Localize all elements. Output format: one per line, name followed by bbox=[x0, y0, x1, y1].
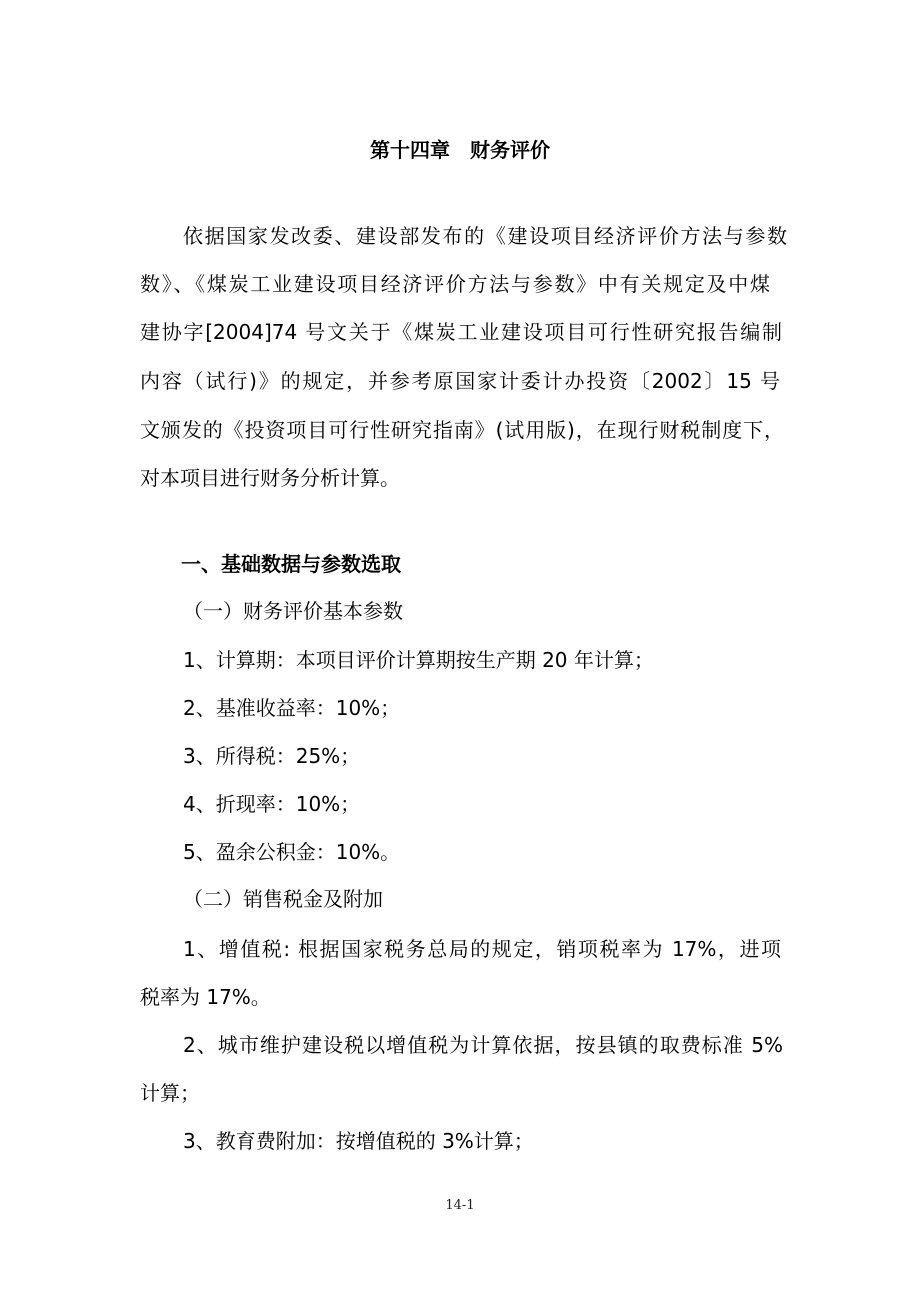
tax-item-1-line-1: 1、增值税: 根据国家税务总局的规定，销项税率为 17%，进项 bbox=[183, 937, 781, 961]
chapter-title: 第十四章 财务评价 bbox=[370, 138, 550, 162]
param-item-4: 4、折现率：10%； bbox=[183, 792, 361, 816]
tax-item-1-line-2: 税率为 17%。 bbox=[140, 985, 271, 1009]
param-item-2: 2、基准收益率：10%； bbox=[183, 696, 401, 720]
subsection-heading-2: （二）销售税金及附加 bbox=[183, 887, 383, 911]
intro-line-4: 内容（试行)》的规定，并参考原国家计委计办投资〔2002〕15 号 bbox=[140, 369, 780, 393]
param-item-1: 1、计算期：本项目评价计算期按生产期 20 年计算； bbox=[183, 648, 654, 672]
tax-item-2-line-1: 2、城市维护建设税以增值税为计算依据，按县镇的取费标准 5% bbox=[183, 1033, 783, 1057]
subsection-heading-1: （一）财务评价基本参数 bbox=[183, 599, 403, 623]
param-item-3: 3、所得税：25%； bbox=[183, 744, 361, 768]
intro-line-6: 对本项目进行财务分析计算。 bbox=[140, 466, 400, 490]
param-item-5: 5、盈余公积金：10%。 bbox=[183, 840, 401, 864]
tax-item-2-line-2: 计算； bbox=[140, 1081, 200, 1105]
intro-line-1: 依据国家发改委、建设部发布的《建设项目经济评价方法与参数 bbox=[183, 224, 787, 248]
intro-line-2: 数》、《煤炭工业建设项目经济评价方法与参数》中有关规定及中煤 bbox=[140, 272, 770, 296]
intro-line-3: 建协字[2004]74 号文关于《煤炭工业建设项目可行性研究报告编制 bbox=[140, 320, 782, 344]
intro-line-5: 文颁发的《投资项目可行性研究指南》(试用版)，在现行财税制度下， bbox=[140, 418, 784, 442]
page-number: 14-1 bbox=[445, 1198, 475, 1213]
section-heading: 一、基础数据与参数选取 bbox=[181, 552, 401, 576]
tax-item-3: 3、教育费附加：按增值税的 3%计算； bbox=[183, 1129, 534, 1153]
